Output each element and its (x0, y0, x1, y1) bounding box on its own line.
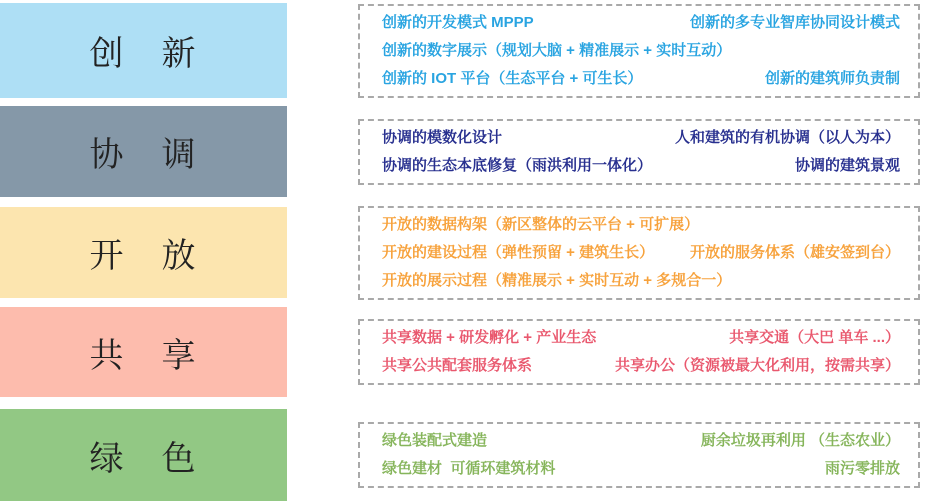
detail-item: 协调的模数化设计 (382, 128, 503, 146)
detail-line (382, 152, 900, 180)
detail-item: 共享办公（资源被最大化利用，按需共享） (614, 357, 900, 374)
principle-row-green (0, 409, 943, 501)
detail-item: 创新的多专业智库协同设计模式 (689, 13, 900, 31)
principle-row-coordination (0, 106, 943, 197)
detail-line (382, 65, 900, 93)
detail-item: 开放的数据构架（新区整体的云平台 + 可扩展） (382, 215, 700, 233)
principle-label: 创 新 (89, 35, 198, 73)
detail-line (382, 427, 900, 455)
principle-row-sharing (0, 307, 943, 397)
principle-details-box-green (358, 422, 920, 488)
detail-item: 共享交通（大巴 单车 ...） (729, 329, 900, 346)
detail-item: 人和建筑的有机协调（以人为本） (674, 128, 900, 146)
detail-item: 绿色建材 可循环建筑材料 (382, 460, 556, 477)
principle-label: 开 放 (89, 237, 198, 275)
detail-item: 协调的生态本底修复（雨洪利用一体化） (382, 156, 653, 174)
principle-label: 协 调 (89, 136, 198, 174)
detail-line (382, 9, 900, 37)
principle-block-coordination (0, 106, 287, 197)
principle-row-openness (0, 207, 943, 298)
detail-item: 开放的展示过程（精准展示 + 实时互动 + 多规合一） (382, 271, 732, 289)
detail-item: 共享公共配套服务体系 (382, 357, 533, 374)
principle-block-green (0, 409, 287, 501)
principle-label: 绿 色 (89, 439, 198, 478)
detail-item: 创新的建筑师负责制 (764, 69, 900, 87)
detail-item: 创新的数字展示（规划大脑 + 精准展示 + 实时互动） (382, 41, 732, 59)
detail-item: 厨余垃圾再利用 （生态农业） (700, 432, 900, 449)
detail-item: 绿色装配式建造 (382, 432, 488, 449)
principle-block-openness (0, 207, 287, 298)
detail-line (382, 239, 900, 267)
principle-block-innovation (0, 3, 287, 98)
detail-item: 创新的开发模式 MPPP (382, 13, 534, 31)
principle-details-box-openness (358, 206, 920, 300)
detail-item: 共享数据 + 研发孵化 + 产业生态 (382, 329, 597, 346)
principle-details-box-coordination (358, 119, 920, 185)
detail-line (382, 124, 900, 152)
detail-line (382, 37, 900, 65)
principle-row-innovation (0, 3, 943, 98)
detail-line (382, 211, 900, 239)
detail-line (382, 352, 900, 380)
principle-details-box-innovation (358, 4, 920, 98)
detail-item: 雨污零排放 (824, 460, 900, 477)
principle-block-sharing (0, 307, 287, 397)
detail-line (382, 324, 900, 352)
detail-item: 协调的建筑景观 (794, 156, 900, 174)
principle-details-box-sharing (358, 319, 920, 385)
detail-item: 创新的 IOT 平台（生态平台 + 可生长） (382, 69, 643, 87)
detail-item: 开放的建设过程（弹性预留 + 建筑生长） (382, 243, 655, 261)
detail-item: 开放的服务体系（雄安签到台） (689, 243, 900, 261)
principle-label: 共 享 (89, 336, 198, 375)
detail-line (382, 455, 900, 483)
detail-line (382, 267, 900, 295)
